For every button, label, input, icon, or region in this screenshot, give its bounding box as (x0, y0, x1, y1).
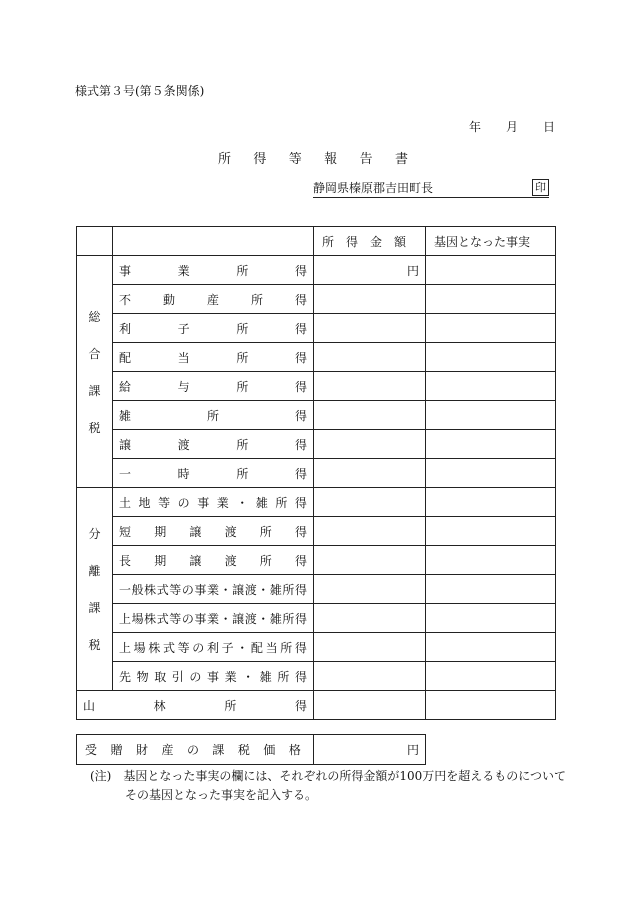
basis-input-cell[interactable] (426, 430, 556, 459)
table-row (77, 488, 556, 517)
income-label-cell (113, 285, 314, 314)
label-char: 土 (119, 495, 132, 510)
label-char: 所 (250, 292, 263, 307)
title-char: 報 (324, 152, 338, 167)
label-char: 業 (224, 669, 237, 684)
label-char: 得 (294, 408, 307, 423)
basis-input-cell[interactable] (426, 575, 556, 604)
label-char: 所 (236, 350, 249, 365)
basis-input-cell[interactable] (426, 633, 556, 662)
amount-input-cell[interactable] (314, 256, 426, 285)
title-char: 所 (218, 152, 232, 167)
table-row (77, 604, 556, 633)
income-label-cell (113, 517, 314, 546)
label-char: 得 (294, 263, 307, 278)
label-char: 期 (154, 553, 167, 568)
income-label-cell (113, 401, 314, 430)
basis-input-cell[interactable] (426, 691, 556, 720)
amount-input-cell[interactable] (314, 517, 426, 546)
amount-input-cell[interactable] (314, 314, 426, 343)
income-table (76, 226, 556, 720)
table-row (77, 256, 556, 285)
label-char: 譲 (119, 437, 132, 452)
label-char: 動 (162, 292, 175, 307)
basis-input-cell[interactable] (426, 488, 556, 517)
label-char: 当 (177, 350, 190, 365)
date-month: 月 (506, 120, 519, 134)
table-row (77, 343, 556, 372)
table-row (77, 546, 556, 575)
label-char: 所 (236, 466, 249, 481)
category-char: 課 (88, 601, 101, 615)
basis-input-cell[interactable] (426, 604, 556, 633)
income-label-cell (113, 633, 314, 662)
basis-input-cell[interactable] (426, 459, 556, 488)
gift-tax-table (76, 734, 426, 765)
forest-row (77, 691, 556, 720)
gift-label-char: 産 (161, 743, 174, 757)
label-char: 得 (294, 698, 307, 713)
forest-label-cell (77, 691, 314, 720)
label-char: 子 (177, 321, 190, 336)
label-char: 業 (177, 263, 190, 278)
label-char: 所 (259, 553, 272, 568)
label-char: 得 (294, 553, 307, 568)
label-char: 等 (177, 640, 190, 655)
label-char: 引 (171, 669, 184, 684)
label-char: 譲 (189, 524, 202, 539)
label-char: 所 (236, 321, 249, 336)
gift-label-char: 価 (263, 743, 276, 757)
date-line (469, 118, 555, 135)
label-char: 得 (294, 495, 307, 510)
label-char: 得 (294, 379, 307, 394)
gift-yen-unit: 円 (406, 743, 419, 757)
label-char: 所 (236, 437, 249, 452)
category-char: 離 (88, 564, 101, 578)
blank-header-cell (77, 227, 113, 256)
table-row (77, 285, 556, 314)
basis-input-cell[interactable] (426, 662, 556, 691)
label-char: 先 (119, 669, 132, 684)
label-char: 利 (206, 640, 219, 655)
date-year: 年 (469, 120, 482, 134)
table-row (77, 459, 556, 488)
label-char: 渡 (177, 437, 190, 452)
basis-header-text: 基因となった事実 (434, 234, 531, 249)
category-char: 税 (88, 420, 101, 435)
label-char: 所 (275, 495, 288, 510)
label-char: 場 (133, 640, 146, 655)
amount-input-cell[interactable] (314, 343, 426, 372)
label-char: 所 (206, 408, 219, 423)
amount-input-cell[interactable] (314, 401, 426, 430)
amount-input-cell[interactable] (314, 546, 426, 575)
category-char: 分 (88, 527, 101, 541)
label-char: 渡 (224, 553, 237, 568)
gift-label-char: 財 (135, 743, 148, 757)
basis-input-cell[interactable] (426, 517, 556, 546)
table-row (77, 430, 556, 459)
date-day: 日 (543, 120, 556, 134)
label-char: 得 (294, 524, 307, 539)
label-char: 上 (119, 640, 132, 655)
table-row (77, 662, 556, 691)
label-char: 所 (224, 698, 237, 713)
seal-mark: 印 (532, 179, 549, 196)
gift-label-char: 受 (85, 743, 98, 757)
label-char: 一 (119, 466, 132, 481)
label-char: 物 (136, 669, 149, 684)
basis-input-cell[interactable] (426, 343, 556, 372)
table-row (77, 401, 556, 430)
amount-input-cell[interactable] (314, 662, 426, 691)
title-char: 得 (253, 152, 267, 167)
label-char: 所 (280, 640, 293, 655)
label-char: 雑 (119, 408, 132, 423)
amount-input-cell[interactable] (314, 575, 426, 604)
label-char: 得 (294, 437, 307, 452)
table-row (77, 633, 556, 662)
category-char: 税 (88, 638, 101, 652)
label-char: 雑 (255, 495, 268, 510)
label-char: 配 (250, 640, 263, 655)
amount-header-text: 所 得 金 額 (322, 234, 407, 249)
label-char: 所 (277, 669, 290, 684)
amount-input-cell[interactable] (314, 691, 426, 720)
category-char: 合 (88, 346, 101, 361)
amount-input-cell[interactable] (314, 430, 426, 459)
gift-label-char: の (186, 743, 199, 757)
basis-input-cell[interactable] (426, 401, 556, 430)
table-row (77, 517, 556, 546)
label-char: ・ (242, 669, 255, 684)
addressee: 静岡県榛原郡吉田町長 (313, 181, 434, 195)
income-label-cell (113, 546, 314, 575)
label-char: 期 (154, 524, 167, 539)
label-char: 渡 (224, 524, 237, 539)
amount-input-cell[interactable] (314, 285, 426, 314)
label-text: 上場株式等の事業・譲渡・雑所得 (119, 611, 307, 626)
label-char: の (192, 640, 205, 655)
label-char: 地 (138, 495, 151, 510)
table-row (77, 314, 556, 343)
label-char: 事 (206, 669, 219, 684)
label-char: ・ (236, 640, 249, 655)
header-row (77, 227, 556, 256)
label-char: の (177, 495, 190, 510)
amount-header (314, 227, 426, 256)
label-char: 得 (294, 350, 307, 365)
gift-amount-cell[interactable] (314, 735, 426, 765)
basis-input-cell[interactable] (426, 256, 556, 285)
income-label-cell (113, 256, 314, 285)
label-char: 等 (158, 495, 171, 510)
table-row (77, 575, 556, 604)
income-label-cell (113, 575, 314, 604)
addressee-line (313, 179, 549, 198)
note-prefix: (注) (90, 769, 112, 783)
label-char: 山 (83, 698, 96, 713)
gift-label-char: 税 (237, 743, 250, 757)
label-char: 子 (221, 640, 234, 655)
income-label-cell (113, 430, 314, 459)
gift-label-char: 贈 (110, 743, 123, 757)
title-char: 等 (288, 152, 302, 167)
note-line-1 (90, 767, 566, 784)
basis-input-cell[interactable] (426, 285, 556, 314)
label-char: 雑 (259, 669, 272, 684)
label-char: 式 (162, 640, 175, 655)
category-char: 総 (88, 309, 101, 324)
label-char: 林 (153, 698, 166, 713)
label-char: の (189, 669, 202, 684)
income-label-cell (113, 459, 314, 488)
gift-label-char: 課 (212, 743, 225, 757)
category-cell (77, 488, 113, 691)
income-label-cell (113, 488, 314, 517)
note-text-2: その基因となった事実を記入する。 (125, 788, 318, 802)
label-char: 時 (177, 466, 190, 481)
label-char: 与 (177, 379, 190, 394)
label-char: 事 (197, 495, 210, 510)
yen-unit: 円 (406, 263, 419, 278)
gift-label-cell (77, 735, 314, 765)
amount-input-cell[interactable] (314, 372, 426, 401)
income-label-cell (113, 662, 314, 691)
income-label-cell (113, 372, 314, 401)
note-text-1: 基因となった事実の欄には、それぞれの所得金額が100万円を超えるものについて (123, 769, 567, 783)
form-number: 様式第３号(第５条関係) (75, 84, 205, 98)
category-cell (77, 256, 113, 488)
basis-header (426, 227, 556, 256)
basis-input-cell[interactable] (426, 314, 556, 343)
label-char: ・ (236, 495, 249, 510)
income-label-cell (113, 314, 314, 343)
amount-input-cell[interactable] (314, 488, 426, 517)
category-char: 課 (88, 383, 101, 398)
label-char: 給 (119, 379, 132, 394)
label-char: 所 (236, 263, 249, 278)
amount-input-cell[interactable] (314, 633, 426, 662)
label-char: 所 (236, 379, 249, 394)
table-row (77, 372, 556, 401)
label-char: 不 (119, 292, 132, 307)
basis-input-cell[interactable] (426, 372, 556, 401)
label-char: 産 (206, 292, 219, 307)
label-char: 得 (294, 640, 307, 655)
label-char: 配 (119, 350, 132, 365)
label-char: 得 (294, 321, 307, 336)
label-text: 一般株式等の事業・譲渡・雑所得 (119, 582, 307, 597)
label-char: 事 (119, 263, 132, 278)
label-char: 取 (154, 669, 167, 684)
label-char: 株 (148, 640, 161, 655)
income-label-cell (113, 343, 314, 372)
label-char: 業 (216, 495, 229, 510)
label-char: 得 (294, 466, 307, 481)
document-title (218, 148, 408, 167)
label-char: 短 (119, 524, 132, 539)
label-char: 得 (294, 292, 307, 307)
gift-label-char: 格 (288, 743, 301, 757)
label-char: 所 (259, 524, 272, 539)
label-char: 長 (119, 553, 132, 568)
label-char: 譲 (189, 553, 202, 568)
label-char: 当 (265, 640, 278, 655)
basis-input-cell[interactable] (426, 546, 556, 575)
label-char: 利 (119, 321, 132, 336)
amount-input-cell[interactable] (314, 459, 426, 488)
title-char: 書 (394, 152, 408, 167)
amount-input-cell[interactable] (314, 604, 426, 633)
blank-header-cell (113, 227, 314, 256)
income-label-cell (113, 604, 314, 633)
title-char: 告 (359, 152, 373, 167)
label-char: 得 (294, 669, 307, 684)
